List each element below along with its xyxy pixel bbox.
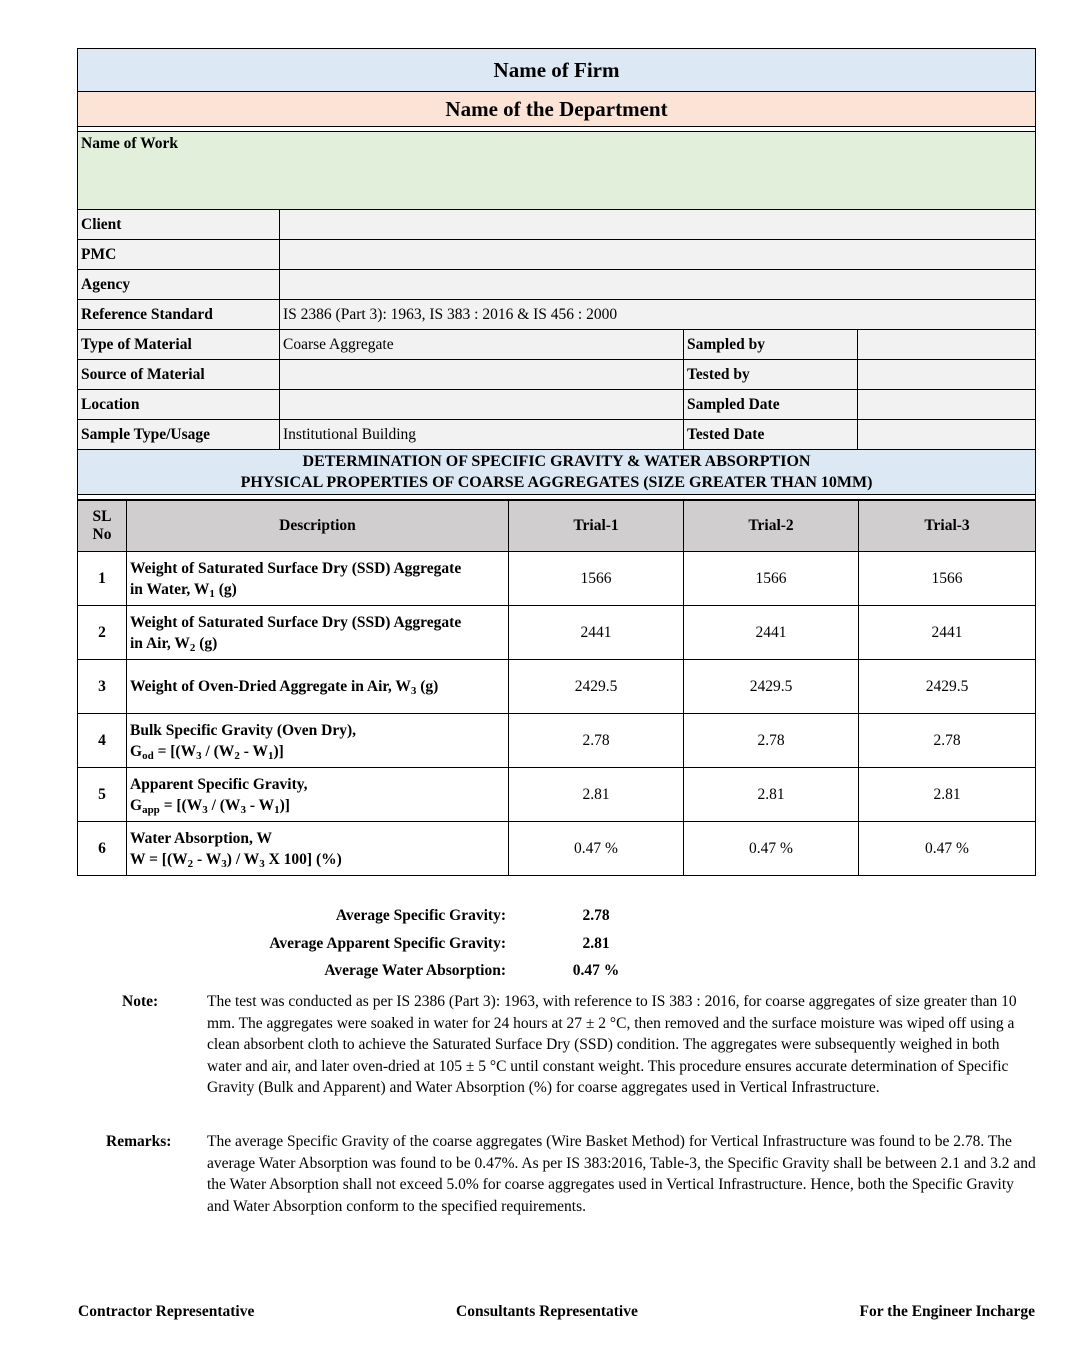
sl-no: 2 bbox=[78, 606, 127, 660]
avg-apparent-specific-gravity-value: 2.81 bbox=[582, 935, 610, 952]
note-label: Note: bbox=[122, 993, 159, 1010]
consultant-signature: Consultants Representative bbox=[456, 1303, 638, 1320]
avg-specific-gravity-value: 2.78 bbox=[582, 907, 610, 924]
trial1-value[interactable]: 1566 bbox=[509, 552, 684, 606]
remarks-label: Remarks: bbox=[106, 1133, 172, 1150]
row-description: Weight of Oven-Dried Aggregate in Air, $W_3$ (g) bbox=[127, 660, 509, 714]
location-value[interactable] bbox=[280, 390, 684, 420]
trial1-value[interactable]: 2.81 bbox=[509, 768, 684, 822]
results-header-row bbox=[78, 501, 1036, 552]
tested-by-value[interactable] bbox=[858, 360, 1036, 390]
trial3-value[interactable]: 0.47 % bbox=[859, 822, 1036, 876]
sl-no: 1 bbox=[78, 552, 127, 606]
table-row bbox=[78, 822, 1036, 876]
trial2-value[interactable]: 0.47 % bbox=[684, 822, 859, 876]
table-row bbox=[78, 768, 1036, 822]
trial2-value[interactable]: 2.81 bbox=[684, 768, 859, 822]
trial3-value[interactable]: 2.78 bbox=[859, 714, 1036, 768]
sample-type-value[interactable]: Institutional Building bbox=[280, 420, 684, 450]
sl-no: 6 bbox=[78, 822, 127, 876]
type-of-material-value[interactable]: Coarse Aggregate bbox=[280, 330, 684, 360]
avg-water-absorption-label: Average Water Absorption: bbox=[324, 962, 506, 979]
pmc-label: PMC bbox=[78, 240, 280, 270]
avg-apparent-specific-gravity-label: Average Apparent Specific Gravity: bbox=[269, 935, 506, 952]
table-row bbox=[78, 606, 1036, 660]
trial1-value[interactable]: 2429.5 bbox=[509, 660, 684, 714]
report-header-table bbox=[77, 48, 1036, 500]
row-description: Water Absorption, W $W = [(W_2 - W_3) / W_3$ X 100] (%) bbox=[127, 822, 509, 876]
results-table bbox=[77, 500, 1036, 876]
avg-specific-gravity-label: Average Specific Gravity: bbox=[335, 907, 506, 924]
engineer-signature: For the Engineer Incharge bbox=[859, 1303, 1035, 1320]
sl-no: 3 bbox=[78, 660, 127, 714]
trial1-value[interactable]: 2441 bbox=[509, 606, 684, 660]
trial2-header: Trial-2 bbox=[684, 501, 859, 552]
trial2-value[interactable]: 2.78 bbox=[684, 714, 859, 768]
reference-standard-value[interactable]: IS 2386 (Part 3): 1963, IS 383 : 2016 & IS 456 : 2000 bbox=[280, 300, 1036, 330]
avg-water-absorption-value: 0.47 % bbox=[572, 962, 620, 979]
sampled-date-label: Sampled Date bbox=[684, 390, 858, 420]
contractor-signature: Contractor Representative bbox=[78, 1303, 255, 1320]
source-of-material-value[interactable] bbox=[280, 360, 684, 390]
department-name: Name of the Department bbox=[78, 92, 1036, 127]
client-label: Client bbox=[78, 210, 280, 240]
trial2-value[interactable]: 2441 bbox=[684, 606, 859, 660]
test-title bbox=[78, 450, 1036, 495]
sl-no-header: SL No bbox=[78, 501, 127, 552]
row-description: Weight of Saturated Surface Dry (SSD) Aggregate in Air, $W_2$ (g) bbox=[127, 606, 509, 660]
trial2-value[interactable]: 2429.5 bbox=[684, 660, 859, 714]
report-sheet bbox=[77, 48, 1035, 876]
trial3-value[interactable]: 2.81 bbox=[859, 768, 1036, 822]
trial2-value[interactable]: 1566 bbox=[684, 552, 859, 606]
client-value[interactable] bbox=[280, 210, 1036, 240]
firm-name: Name of Firm bbox=[78, 49, 1036, 92]
trial3-value[interactable]: 2429.5 bbox=[859, 660, 1036, 714]
agency-label: Agency bbox=[78, 270, 280, 300]
sampled-date-value[interactable] bbox=[858, 390, 1036, 420]
remarks-text: The average Specific Gravity of the coarse aggregates (Wire Basket Method) for Vertical Infrastructure was found to be 2.78. The average Water Absorption was found to be 0.47%. As per IS 383:2016, Table-3, the Specific Gravity shall be between 2.1 and 3.2 and the Water Absorption shall not exceed 5.0% for coarse aggregates used in Vertical Infrastructure. Hence, both the Specific Gravity and Water Absorption conform to the specified requirements. bbox=[207, 1133, 1036, 1215]
test-title-line2: PHYSICAL PROPERTIES OF COARSE AGGREGATES (SIZE GREATER THAN 10MM) bbox=[240, 474, 873, 491]
sample-type-label: Sample Type/Usage bbox=[78, 420, 280, 450]
trial1-header: Trial-1 bbox=[509, 501, 684, 552]
sampled-by-label: Sampled by bbox=[684, 330, 858, 360]
trial1-value[interactable]: 0.47 % bbox=[509, 822, 684, 876]
sl-no: 4 bbox=[78, 714, 127, 768]
note-text: The test was conducted as per IS 2386 (Part 3): 1963, with reference to IS 383 : 2016, for coarse aggregates of size greater than 10 mm. The aggregates were soaked in water for 24 hours at 27 ± 2 °C, then removed and the surface moisture was wiped off using a clean absorbent cloth to achieve the Saturated Surface Dry (SSD) condition. The aggregates were subsequently weighed in both water and air, and later oven-dried at 105 ± 5 °C until constant weight. This procedure ensures accurate determination of Specific Gravity (Bulk and Apparent) and Water Absorption (%) for coarse aggregates used in Vertical Infrastructure. bbox=[207, 993, 1017, 1096]
test-title-line1: DETERMINATION OF SPECIFIC GRAVITY & WATER ABSORPTION bbox=[302, 453, 811, 470]
agency-value[interactable] bbox=[280, 270, 1036, 300]
row-description: Apparent Specific Gravity, $G_{app} = [(W_3 / (W_3 - W_1)]$ bbox=[127, 768, 509, 822]
table-row bbox=[78, 660, 1036, 714]
tested-date-label: Tested Date bbox=[684, 420, 858, 450]
reference-standard-label: Reference Standard bbox=[78, 300, 280, 330]
table-row bbox=[78, 714, 1036, 768]
trial3-value[interactable]: 2441 bbox=[859, 606, 1036, 660]
trial3-value[interactable]: 1566 bbox=[859, 552, 1036, 606]
sl-no: 5 bbox=[78, 768, 127, 822]
row-description: Weight of Saturated Surface Dry (SSD) Aggregate in Water, $W_1$ (g) bbox=[127, 552, 509, 606]
type-of-material-label: Type of Material bbox=[78, 330, 280, 360]
description-header: Description bbox=[127, 501, 509, 552]
trial3-header: Trial-3 bbox=[859, 501, 1036, 552]
name-of-work-label: Name of Work bbox=[81, 135, 179, 152]
trial1-value[interactable]: 2.78 bbox=[509, 714, 684, 768]
location-label: Location bbox=[78, 390, 280, 420]
row-description: Bulk Specific Gravity (Oven Dry), $G_{od} = [(W_3 / (W_2 - W_1)]$ bbox=[127, 714, 509, 768]
pmc-value[interactable] bbox=[280, 240, 1036, 270]
tested-date-value[interactable] bbox=[858, 420, 1036, 450]
sampled-by-value[interactable] bbox=[858, 330, 1036, 360]
tested-by-label: Tested by bbox=[684, 360, 858, 390]
table-row bbox=[78, 552, 1036, 606]
source-of-material-label: Source of Material bbox=[78, 360, 280, 390]
name-of-work-cell[interactable] bbox=[78, 132, 1036, 210]
